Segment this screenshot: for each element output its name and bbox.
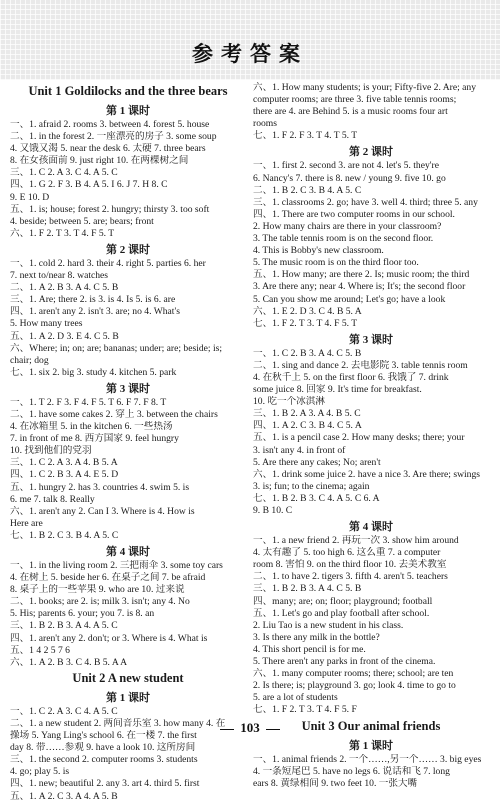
unit-heading: Unit 1 Goldilocks and the three bears [28, 84, 228, 98]
answer-line: 3. Are there any; near 4. Where is; It's; the second floor [253, 281, 466, 293]
answer-line: 七、1. B 2. C 3. B 4. A 5. C [10, 529, 119, 541]
answer-line: 四、1. C 2. B 3. A 4. E 5. D [10, 469, 119, 481]
answer-line: 4. This short pencil is for me. [253, 643, 366, 655]
answer-line: 5. Are there any cakes; No; aren't [253, 456, 381, 468]
answer-line: 七、1. B 2. B 3. C 4. A 5. C 6. A [253, 492, 380, 504]
answer-line: 七、1. F 2. F 3. T 4. T 5. T [253, 130, 358, 142]
answer-line: rooms [253, 118, 277, 130]
lesson-heading: 第 1 课时 [106, 105, 150, 117]
page-number [0, 717, 500, 736]
answer-line: 9. B 10. C [253, 505, 293, 516]
lesson-heading: 第 1 课时 [106, 691, 150, 704]
answer-line: 5. His; parents 6. your; you 7. is 8. an [10, 608, 155, 620]
answer-line: 一、1. cold 2. hard 3. their 4. right 5. parties 6. her [10, 257, 206, 269]
answer-line: 4. This is Bobby's new classroom. [253, 245, 384, 257]
answer-line: 六、1. E 2. D 3. C 4. B 5. A [253, 305, 362, 317]
answer-line: some juice 8. 回家 9. It's time for breakfast. [253, 384, 422, 396]
left-column [10, 82, 246, 803]
answer-line: 五、1 4 2 5 7 6 [10, 644, 70, 656]
answer-line: 3. The table tennis room is on the second floor. [253, 233, 434, 245]
answer-line: 六、1. How many students; is your; Fifty-five 2. Are; any [253, 82, 477, 93]
answer-line: 三、1. B 2. B 3. A 4. A 5. C [10, 620, 118, 632]
answer-line: 8. 在女孩面前 9. just right 10. 在两棵树之间 [10, 155, 189, 167]
answer-line: 二、1. have some cakes 2. 穿上 3. between the chairs [10, 408, 218, 420]
answer-line: 2. How many chairs are there in your classroom? [253, 220, 442, 232]
answer-line: Here are [10, 517, 43, 529]
answer-line: 2. Liu Tao is a new student in his class. [253, 619, 404, 631]
answer-line: 二、1. in the forest 2. 一座漂亮的房子 3. some soup [10, 131, 217, 143]
answer-line: 4. 太有趣了 5. too high 6. 这么重 7. a computer [253, 547, 441, 559]
answer-line: 三、1. C 2. A 3. A 4. B 5. A [10, 457, 118, 469]
answer-line: 5. Can you show me around; Let's go; have a look [253, 293, 446, 305]
answer-line: 二、1. books; are 2. is; milk 3. isn't; any 4. No [10, 596, 190, 608]
page-title: 参考答案 [192, 42, 308, 66]
answer-line: day 8. 带……参观 9. have a look 10. 这所房间 [10, 742, 196, 754]
answer-line: 三、1. C 2. A 3. C 4. A 5. C [10, 167, 118, 179]
unit-heading: Unit 3 Our animal friends [301, 718, 441, 733]
unit-heading: Unit 2 A new student [72, 670, 184, 685]
answer-line: 三、1. B 2. A 3. A 4. B 5. C [253, 408, 361, 420]
answer-line: 三、1. the second 2. computer rooms 3. students [10, 754, 198, 766]
answer-line: 七、1. six 2. big 3. study 4. kitchen 5. park [10, 366, 177, 378]
lesson-heading: 第 3 课时 [106, 382, 150, 395]
answer-line: 4. 在冰箱里 5. in the kitchen 6. 一些热汤 [10, 421, 173, 433]
answer-line: room 8. 害怕 9. on the third floor 10. 去美术教室 [253, 559, 447, 571]
lesson-heading: 第 1 课时 [349, 739, 393, 752]
answer-line: 二、1. sing and dance 2. 去电影院 3. table tennis room [253, 359, 468, 371]
answer-line: 七、1. F 2. T 3. T 4. F 5. T [253, 317, 358, 329]
answer-line: 五、1. hungry 2. has 3. countries 4. swim 5. is [10, 481, 190, 493]
answer-line: 9. E 10. D [10, 191, 50, 203]
answer-line: 二、1. to have 2. tigers 3. fifth 4. aren't 5. teachers [253, 571, 448, 583]
answer-line: 六、1. many computer rooms; there; school; are ten [253, 668, 454, 680]
answer-line: 三、1. Are; there 2. is 3. is 4. Is 5. is 6. are [10, 294, 176, 306]
answer-line: 四、1. aren't any 2. don't; or 3. Where is 4. What is [10, 632, 208, 644]
answer-line: 四、1. There are two computer rooms in our school. [253, 208, 455, 220]
answer-line: 七、1. F 2. T 3. T 4. F 5. F [253, 704, 357, 716]
answer-line: 四、1. aren't any 2. isn't 3. are; no 4. What's [10, 306, 180, 318]
answer-line: there are 4. are Behind 5. is a music rooms four art [253, 106, 448, 118]
answer-line: 六、1. A 2. B 3. C 4. B 5. A A [10, 656, 128, 668]
answer-line: 4. beside; between 5. are; bears; front [10, 215, 154, 227]
lesson-heading: 第 2 课时 [106, 243, 150, 256]
answer-line: 3. Is there any milk in the bottle? [253, 631, 380, 643]
answer-line: 五、1. Let's go and play football after school. [253, 607, 430, 619]
answer-line: 10. 找到他们的党羽 [10, 445, 92, 457]
answer-line: 六、Where; in; on; are; bananas; under; are; beside; is; [10, 342, 223, 354]
lesson-heading: 第 4 课时 [106, 546, 150, 558]
answer-line: 7. in front of me 8. 西方国家 9. feel hungry [10, 433, 179, 445]
answer-line: 5. The music room is on the third floor too. [253, 257, 419, 269]
right-column [253, 82, 489, 790]
answer-line: 五、1. A 2. C 3. A 4. A 5. B [10, 790, 118, 802]
answer-line: 3. is; fun; to the cinema; again [253, 480, 370, 492]
answer-line: 五、1. A 2. D 3. E 4. C 5. B [10, 330, 119, 342]
lesson-heading: 第 2 课时 [349, 146, 393, 159]
answer-line: 三、1. B 2. B 3. A 4. C 5. B [253, 583, 362, 595]
answer-line: 6. me 7. talk 8. Really [10, 493, 95, 505]
answer-line: 一、1. first 2. second 3. are not 4. let's 5. they're [253, 160, 439, 172]
answer-line: ears 8. 黄绿相间 9. two feet 10. 一张大嘴 [253, 777, 418, 789]
answer-line: 一、1. animal friends 2. 一个……,另一个…… 3. big eyes [253, 753, 482, 765]
answer-line: 四、1. G 2. F 3. B 4. A 5. I 6. J 7. H 8. C [10, 179, 168, 191]
answer-line: 一、1. in the living room 2. 三把雨伞 3. some toy cars [10, 560, 223, 571]
answer-line: 四、1. A 2. C 3. B 4. C 5. A [253, 420, 362, 432]
answer-line: 一、1. C 2. B 3. A 4. C 5. B [253, 347, 362, 359]
answer-line: 二、1. A 2. B 3. A 4. C 5. B [10, 282, 119, 294]
answer-line: 一、1. afraid 2. rooms 3. between 4. forest 5. house [10, 119, 210, 130]
answer-line: 3. isn't any 4. in front of [253, 444, 346, 456]
answer-line: 7. next to/near 8. watches [10, 270, 109, 282]
answer-line: 4. 又饿又渴 5. near the desk 6. 太硬 7. three bears [10, 143, 206, 155]
answer-line: 操场 5. Yang Ling's school 6. 在一楼 7. the first [10, 730, 197, 742]
answer-line: 4. 在树上 5. beside her 6. 在桌子之间 7. be afraid [10, 572, 206, 584]
answer-line: 10. 吃一个冰淇淋 [253, 396, 325, 408]
answer-line: 一、1. C 2. A 3. C 4. A 5. C [10, 705, 118, 717]
answer-line: 四、1. new; beautiful 2. any 3. art 4. third 5. first [10, 778, 200, 790]
lesson-heading: 第 3 课时 [349, 333, 393, 346]
answer-line: 2. Is there; is; playground 3. go; look 4. time to go to [253, 680, 456, 692]
answer-line: 五、1. is; house; forest 2. hungry; thirsty 3. too soft [10, 203, 210, 215]
answer-line: 8. 桌子上的一些苹果 9. who are 10. 过来说 [10, 584, 185, 596]
answer-line: 二、1. a new student 2. 两间音乐室 3. how many 4. 在 [10, 717, 226, 729]
answer-line: 五、1. How many; are there 2. Is; music room; the third [253, 269, 470, 281]
answer-line: 一、1. T 2. F 3. F 4. F 5. T 6. F 7. F 8. T [10, 396, 167, 408]
answer-line: computer rooms; are three 3. five table tennis rooms; [253, 94, 457, 106]
answer-line: 4. 一条短尾巴 5. have no legs 6. 说话和飞 7. long [253, 765, 450, 777]
page-number-value: 103 [240, 720, 260, 735]
answer-line: chair; dog [10, 354, 49, 366]
answer-line: 5. are a lot of students [253, 692, 338, 704]
answer-line: 六、1. drink some juice 2. have a nice 3. Are there; swings [253, 468, 480, 480]
answer-line: 4. 在秋千上 5. on the first floor 6. 我饿了 7. drink [253, 371, 449, 383]
page-number-dash-left [220, 729, 234, 730]
answer-line: 四、many; are; on; floor; playground; football [253, 595, 433, 607]
answer-line: 三、1. classrooms 2. go; have 3. well 4. third; three 5. any [253, 196, 478, 208]
answer-line: 5. How many trees [10, 318, 83, 330]
answer-line: 二、1. B 2. C 3. B 4. A 5. C [253, 184, 362, 196]
answer-line: 5. There aren't any parks in front of the cinema. [253, 656, 436, 668]
lesson-heading: 第 4 课时 [349, 521, 393, 534]
answer-line: 六、1. aren't any 2. Can I 3. Where is 4. How is [10, 505, 195, 517]
answer-line: 五、1. is a pencil case 2. How many desks; there; your [253, 432, 465, 444]
answer-line: 6. Nancy's 7. there is 8. new / young 9. five 10. go [253, 172, 446, 184]
page-number-dash-right [266, 729, 280, 730]
answer-line: 4. go; play 5. is [10, 766, 70, 778]
answer-line: 一、1. a new friend 2. 再玩一次 3. show him around [253, 535, 459, 547]
answer-line: 六、1. F 2. T 3. T 4. F 5. T [10, 227, 115, 239]
